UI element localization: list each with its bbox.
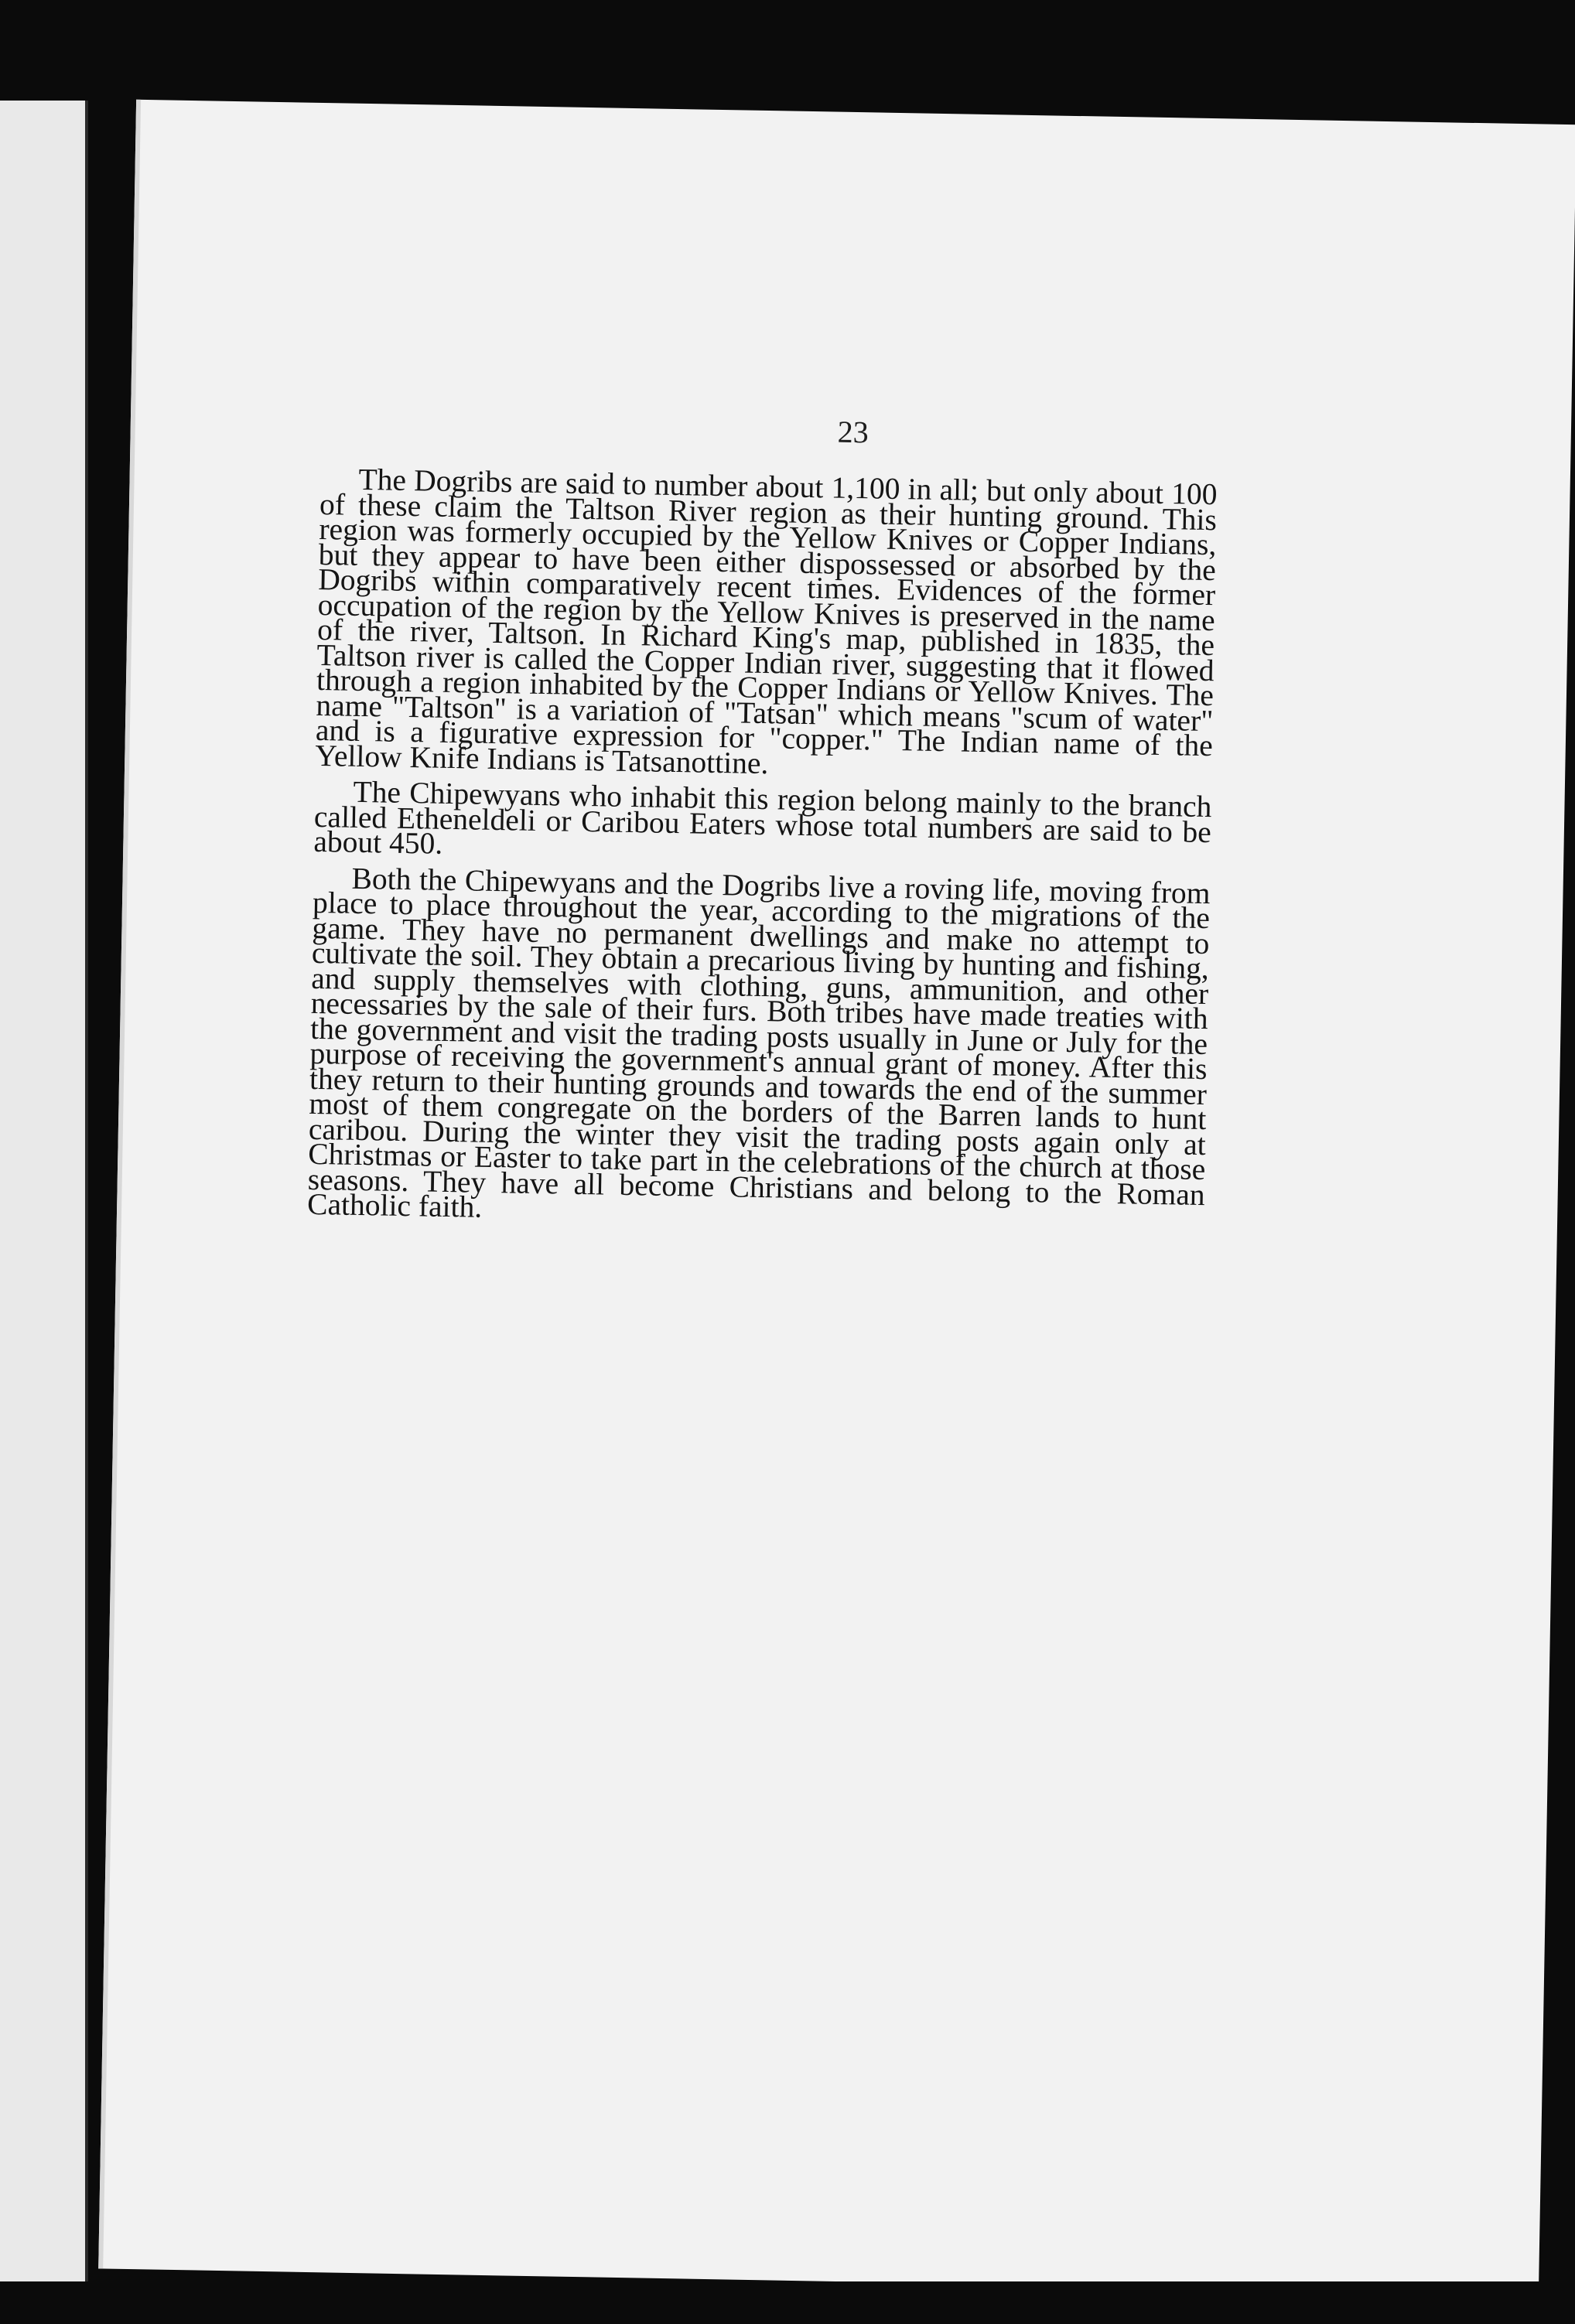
paragraph-dogribs: The Dogribs are said to number about 1,100 in all; but only about 100 of these claim the Taltson River region as their hunting ground. This region was formerly occupied by the Yellow Knives or Copper Indians, but they appear to have been either dispossessed or absorbed by the Dogribs within comparatively recent times. Evidences of the former occupation of the region by the Yellow Knives is preserved in the name of the river, Taltson. In Richard King's map, published in 1835, the Taltson river is called the Copper Indian river, suggesting that it flowed through a region inhabited by the Copper Indians or Yellow Knives. The name "Taltson" is a variation of "Tatsan" which means "scum of water" and is a figurative expression for "copper." The Indian name of the Yellow Knife Indians is Tatsanottine.	[314, 462, 1218, 780]
body-text	[306, 462, 1218, 1244]
facing-page-edge	[0, 101, 88, 2281]
paragraph-chipewyans: The Chipewyans who inhabit this region belong mainly to the branch called Etheneldeli or Caribou Eaters whose total numbers are said to be about 450.	[313, 774, 1212, 861]
page-number: 23	[837, 414, 869, 450]
book-page	[98, 100, 1575, 2294]
paragraph-roving-life: Both the Chipewyans and the Dogribs live a roving life, moving from place to place throughout the year, according to the migrations of the game. They have no permanent dwellings and make no attempt to cultivate the soil. They obtain a precarious living by hunting and fishing, and supply themselves with clothing, guns, ammunition, and other necessaries by the sale of their furs. Both tribes have made treaties with the government and visit the trading posts usually in June or July for the purpose of receiving the government's annual grant of money. After this they return to their hunting grounds and towards the end of the summer most of them congregate on the borders of the Barren lands to hunt caribou. During the winter they visit the trading posts again only at Christmas or Easter to take part in the celebrations of the church at those seasons. They have all become Christians and belong to the Roman Catholic faith.	[306, 861, 1211, 1224]
scan-border	[0, 2281, 1575, 2324]
